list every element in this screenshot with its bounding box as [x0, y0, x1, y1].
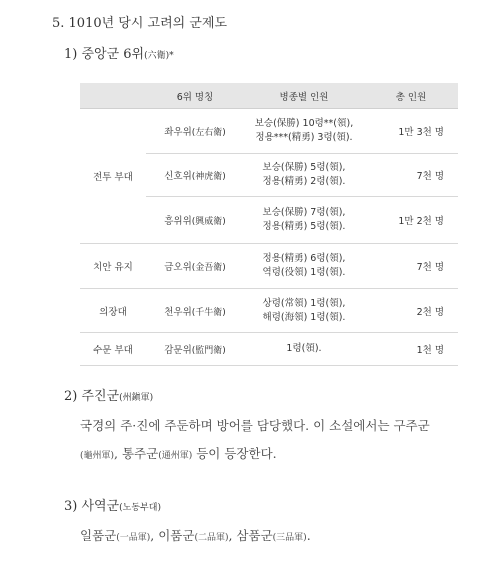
unit-name-cell — [146, 197, 244, 244]
paragraph-line — [80, 444, 277, 462]
group-cell-security: 치안 유지 — [80, 244, 146, 289]
unit-hanja: (金吾衛) — [191, 263, 226, 273]
unit-name: 좌우위 — [164, 127, 192, 138]
header-cell-name: 6위 명칭 — [146, 83, 244, 109]
inline-hanja: (龜州軍) — [80, 451, 115, 461]
unit-name-cell — [146, 289, 244, 333]
section-heading: 5. 1010년 당시 고려의 군제도 — [52, 16, 228, 31]
group-cell-honor-guard: 의장대 — [80, 289, 146, 333]
troops-line: 상령(常領) 1령(領), — [262, 297, 346, 309]
inline-text: , 삼품군 — [228, 528, 273, 543]
table-row — [80, 289, 458, 333]
inline-hanja: (一品軍) — [116, 533, 151, 543]
footnote-mark: * — [169, 51, 174, 61]
troops-line: 정용***(精勇) 3령(領). — [255, 132, 353, 143]
unit-hanja: (神虎衛) — [191, 172, 226, 182]
paragraph-line: 국경의 주·진에 주둔하며 방어를 담당했다. 이 소설에서는 구주군 — [80, 418, 430, 433]
unit-name: 천우위 — [164, 306, 192, 318]
inline-text: . — [306, 528, 311, 543]
inline-text: , 이품군 — [150, 528, 195, 543]
paragraph-line — [80, 526, 311, 544]
unit-name: 흥위위 — [164, 216, 192, 227]
troops-line: 보승(保勝) 10령**(領), — [254, 118, 354, 129]
troops-line: 보승(保勝) 5령(領), — [262, 162, 346, 173]
subheading-text: 1) 중앙군 6위 — [64, 47, 145, 62]
troops-line: 1령(領). — [286, 343, 322, 354]
troops-line: 정용(精勇) 2령(領). — [262, 176, 346, 187]
subheading-labor-army — [64, 495, 161, 514]
troops-cell — [244, 289, 364, 333]
table-row — [80, 244, 458, 289]
subheading-text: 3) 사역군 — [64, 499, 120, 514]
unit-name: 금오위 — [164, 262, 192, 273]
inline-text: 등이 등장한다. — [192, 446, 277, 461]
total-cell: 2천 명 — [364, 289, 458, 333]
subheading-hanja: (州鎭軍) — [119, 393, 154, 403]
table-header-row — [80, 83, 458, 109]
total-cell: 1만 2천 명 — [364, 197, 458, 244]
inline-text: , 통주군 — [114, 446, 159, 461]
troops-cell — [244, 244, 364, 289]
subheading-central-army — [64, 43, 174, 62]
inline-hanja: (通州軍) — [158, 451, 193, 461]
troops-line: 보승(保勝) 7령(領), — [262, 207, 346, 218]
total-cell: 1만 3천 명 — [364, 109, 458, 154]
inline-hanja: (三品軍) — [272, 533, 307, 543]
troops-line: 역령(役領) 1령(領). — [262, 267, 346, 278]
unit-hanja: (左右衛) — [191, 128, 226, 138]
troops-cell — [244, 154, 364, 197]
unit-name-cell — [146, 154, 244, 197]
inline-text: 일품군 — [80, 528, 117, 543]
troops-line: 정용(精勇) 6령(領), — [262, 253, 346, 264]
subheading-hanja: (六衛) — [144, 51, 170, 61]
group-cell-gate-guard: 수문 부대 — [80, 333, 146, 366]
table-row — [80, 333, 458, 366]
troops-cell — [244, 197, 364, 244]
troops-cell — [244, 333, 364, 366]
unit-name: 신호위 — [164, 171, 192, 182]
unit-name: 감문위 — [164, 345, 192, 356]
total-cell: 7천 명 — [364, 244, 458, 289]
troops-cell — [244, 109, 364, 154]
header-cell-group — [80, 83, 146, 109]
unit-name-cell — [146, 109, 244, 154]
total-cell: 7천 명 — [364, 154, 458, 197]
group-cell-combat: 전투 부대 — [80, 109, 146, 244]
troops-line: 해령(海領) 1령(領). — [262, 311, 346, 323]
header-cell-total: 총 인원 — [364, 83, 458, 109]
unit-hanja: (興威衛) — [191, 217, 226, 227]
army-table — [80, 83, 458, 366]
subheading-provincial-army — [64, 385, 153, 404]
troops-line: 정용(精勇) 5령(領). — [262, 221, 346, 232]
table-row — [80, 109, 458, 154]
unit-hanja: (千牛衛) — [191, 307, 226, 318]
header-cell-troops: 병종별 인원 — [244, 83, 364, 109]
total-cell: 1천 명 — [364, 333, 458, 366]
unit-name-cell — [146, 244, 244, 289]
subheading-text: 2) 주진군 — [64, 389, 120, 404]
unit-hanja: (監門衛) — [191, 346, 226, 356]
unit-name-cell — [146, 333, 244, 366]
inline-hanja: (二品軍) — [194, 533, 229, 543]
subheading-note: (노동부대) — [119, 503, 161, 513]
